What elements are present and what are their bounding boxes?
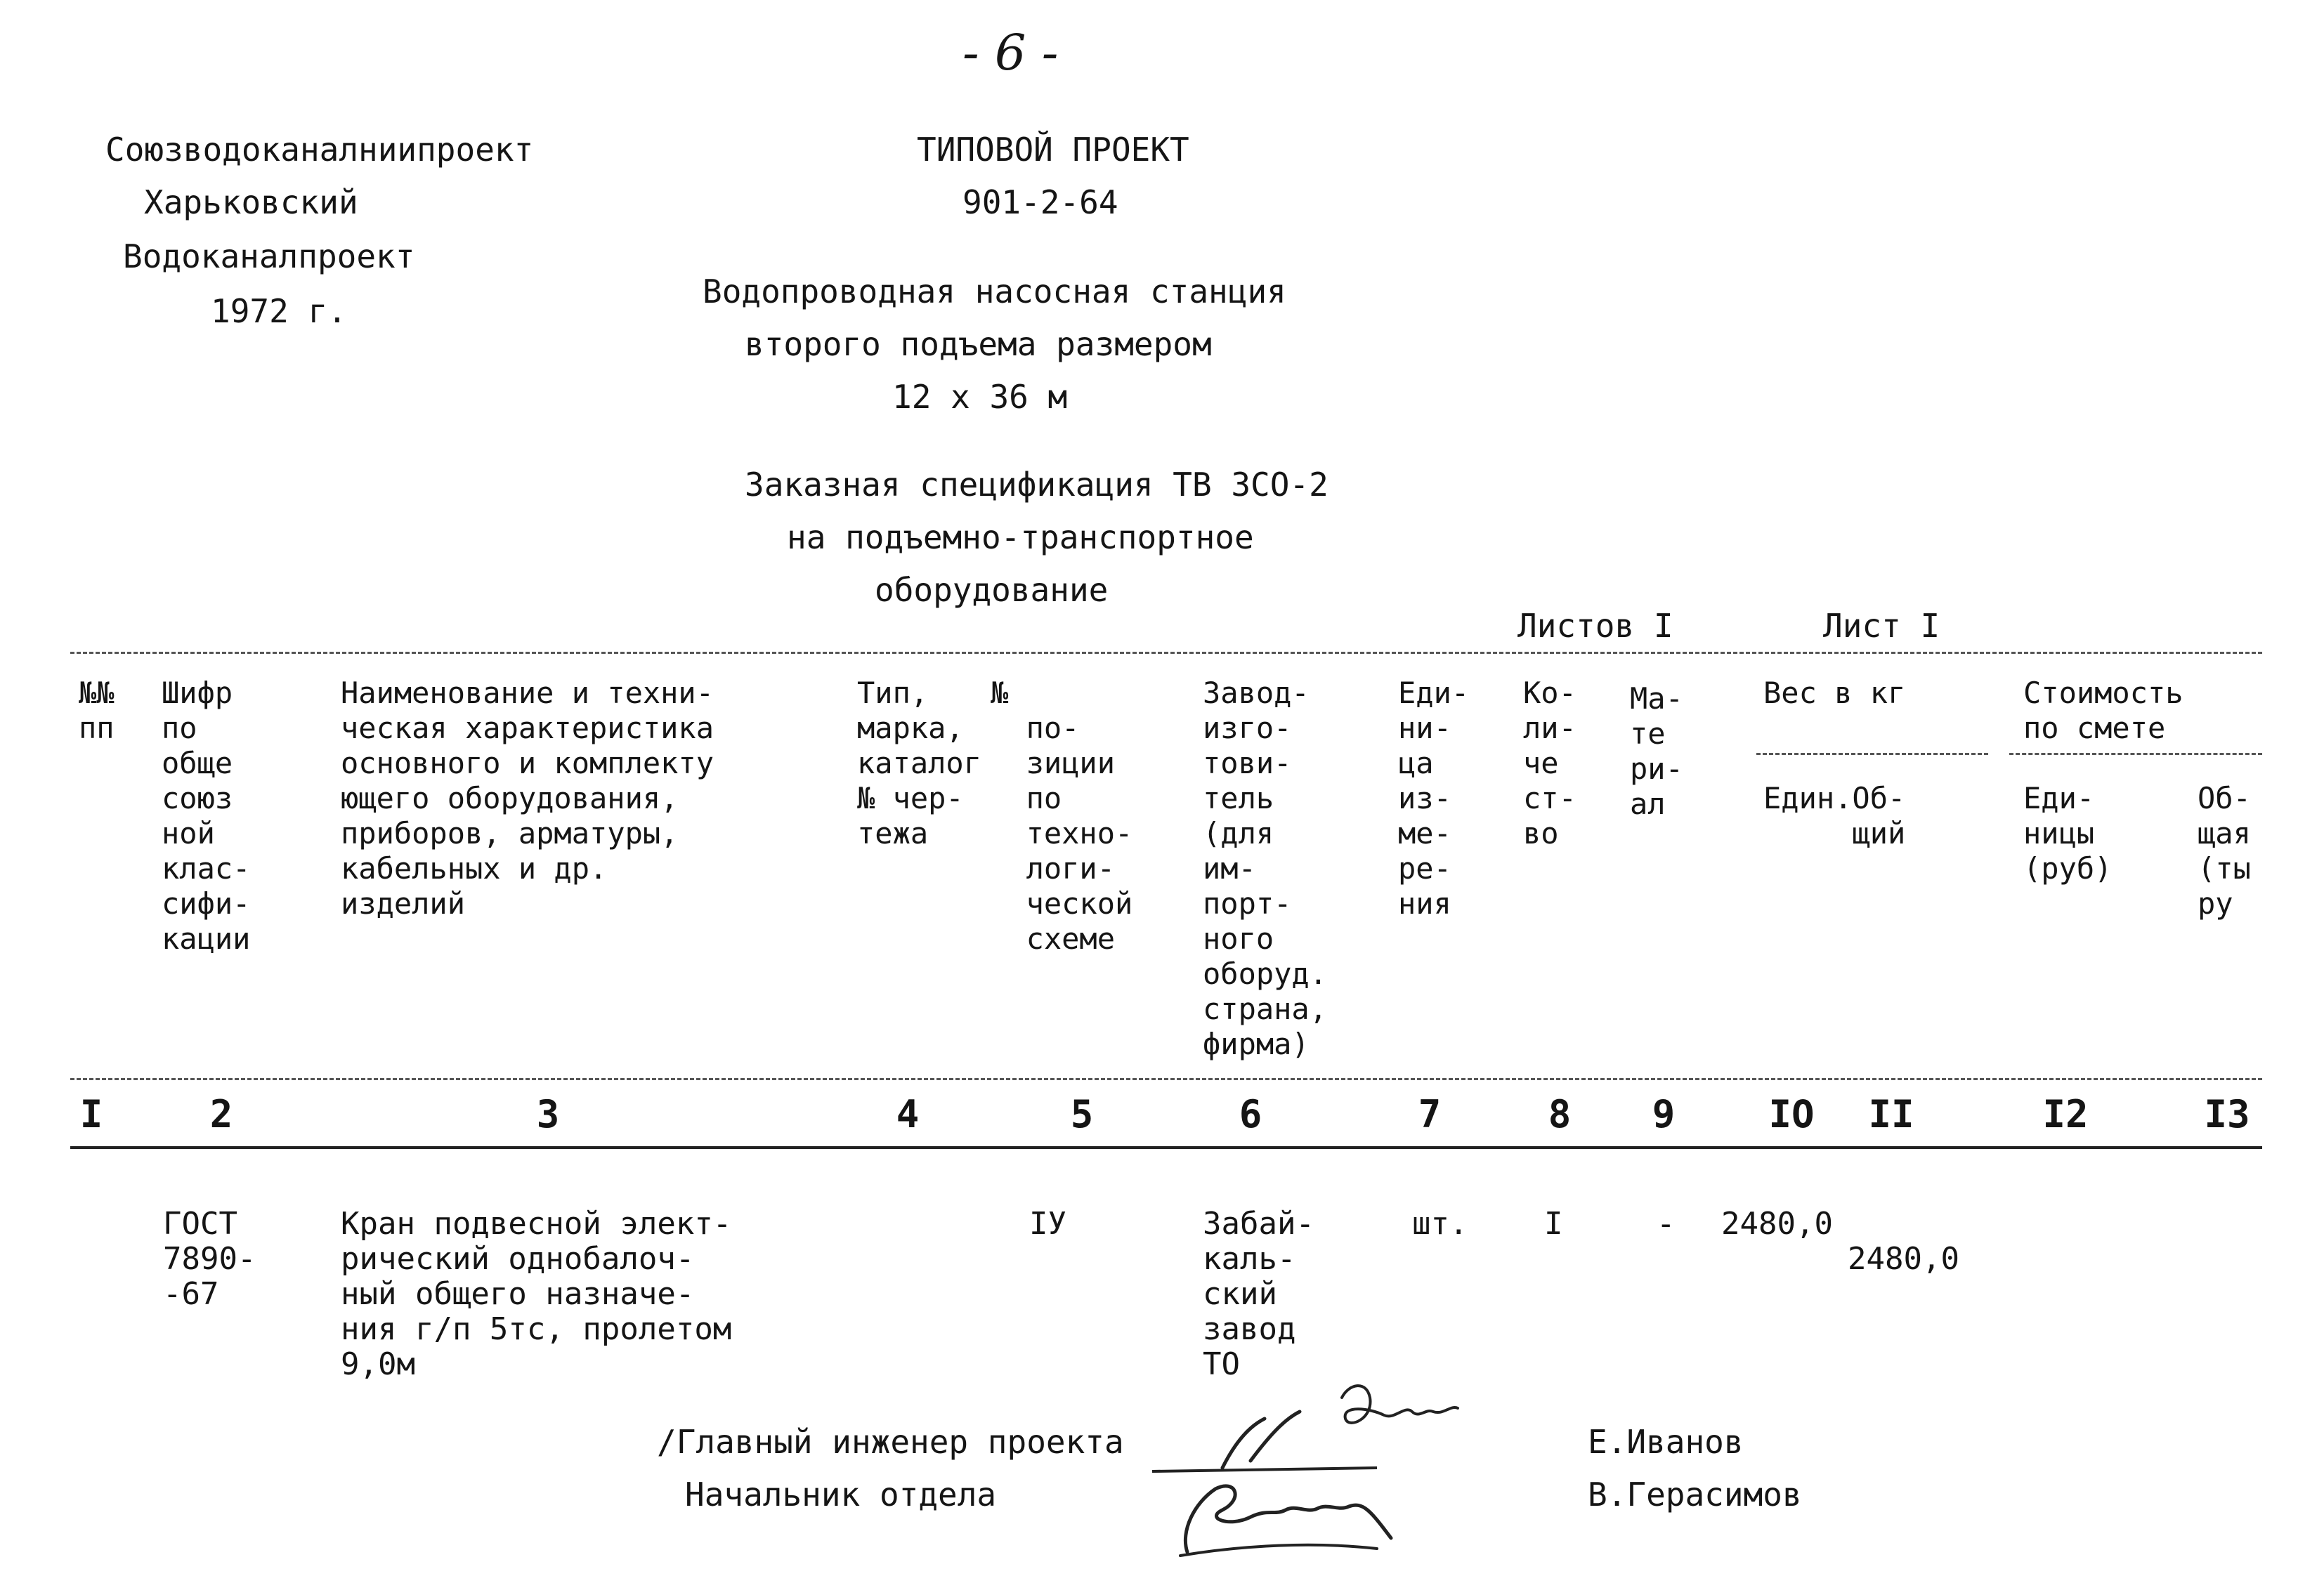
department-head-name: В.Герасимов xyxy=(1588,1476,1802,1513)
project-title-line2: второго подъема размером xyxy=(745,325,1212,363)
header-cost: Стоимость по смете xyxy=(2023,676,2183,745)
department-head-label: Начальник отдела xyxy=(685,1476,997,1513)
spec-title-line1: Заказная спецификация ТВ 3СО-2 xyxy=(745,466,1329,504)
column-number: IO xyxy=(1768,1092,1815,1136)
header-col-12: Еди- ницы (руб) xyxy=(2023,781,2113,886)
column-number: 7 xyxy=(1418,1092,1442,1136)
row-manufacturer: Забай- каль- ский завод ТО xyxy=(1203,1206,1314,1382)
header-col-2: Шифр по обще союз ной клас- сифи- кации xyxy=(162,676,251,956)
column-number: 8 xyxy=(1548,1092,1572,1136)
page-number: - 6 - xyxy=(962,24,1059,81)
project-title-line1: Водопроводная насосная станция xyxy=(703,272,1286,310)
chief-signature-mark xyxy=(1208,1377,1475,1475)
chief-engineer-name: Е.Иванов xyxy=(1588,1423,1744,1461)
header-col-8: Ко- ли- че ст- во xyxy=(1523,676,1576,851)
row-weight-unit: 2480,0 xyxy=(1721,1206,1833,1242)
chief-engineer-label: /Главный инженер проекта xyxy=(657,1423,1124,1461)
cost-sub-rule xyxy=(2009,753,2262,755)
header-col-13: Об- щая (ты ру xyxy=(2198,781,2251,921)
head-signature-mark xyxy=(1138,1461,1405,1559)
column-number: 5 xyxy=(1070,1092,1094,1136)
weight-sub-rule xyxy=(1756,753,1988,755)
header-col-6: Завод- изго- тови- тель (для им- порт- ного оборуд. страна, фирма) xyxy=(1203,676,1328,1061)
header-weight: Вес в кг xyxy=(1763,676,1906,710)
spec-title-line2: на подъемно-транспортное xyxy=(787,518,1254,556)
column-number: 3 xyxy=(536,1092,560,1136)
table-top-rule xyxy=(70,652,2262,654)
column-number: I xyxy=(79,1092,103,1136)
column-number: I3 xyxy=(2204,1092,2250,1136)
column-number: 4 xyxy=(896,1092,920,1136)
header-bottom-rule xyxy=(70,1078,2262,1080)
header-col-7: Еди- ни- ца из- ме- ре- ния xyxy=(1398,676,1470,921)
project-title-line3: 12 х 36 м xyxy=(892,378,1068,416)
header-col-3: Наименование и техни- ческая характеристика основного и комплекту ющего оборудования, приборов, арматуры, кабельных и др. изделий xyxy=(341,676,714,921)
row-position: IУ xyxy=(1029,1206,1066,1242)
row-weight-total: 2480,0 xyxy=(1848,1241,1959,1277)
row-material: - xyxy=(1657,1206,1676,1242)
header-col-9: Ма- те ри- ал xyxy=(1630,681,1683,821)
project-code: 901-2-64 xyxy=(962,183,1118,221)
sheets-total: Листов I xyxy=(1517,607,1673,645)
row-unit: шт. xyxy=(1412,1206,1468,1242)
column-number: I2 xyxy=(2042,1092,2089,1136)
header-col-5: № по- зиции по техно- логи- ческой схеме xyxy=(991,676,1133,956)
sheet-current: Лист I xyxy=(1823,607,1940,645)
header-col-4: Тип, марка, каталог № чер- тежа xyxy=(857,676,982,851)
header-col-10-11: Един.Об- щий xyxy=(1763,781,1906,851)
column-number: 6 xyxy=(1239,1092,1262,1136)
row-code: ГОСТ 7890- -67 xyxy=(163,1206,256,1312)
header-col-1: №№ пп xyxy=(79,676,115,745)
org-name: Союзводоканалниипроект xyxy=(105,131,534,169)
org-division: Водоканалпроект xyxy=(123,237,415,275)
org-city: Харьковский xyxy=(144,183,358,221)
column-number: 9 xyxy=(1652,1092,1676,1136)
spec-title-line3: оборудование xyxy=(875,571,1109,609)
project-label: ТИПОВОЙ ПРОЕКТ xyxy=(917,131,1189,169)
row-quantity: I xyxy=(1544,1206,1563,1242)
org-year: 1972 г. xyxy=(211,292,347,330)
row-name: Кран подвесной элект- рический однобалоч- ный общего назначе- ния г/п 5тс, пролетом 9,0м xyxy=(341,1206,732,1382)
numbers-bottom-rule xyxy=(70,1146,2262,1149)
column-number: 2 xyxy=(209,1092,233,1136)
column-number: II xyxy=(1868,1092,1914,1136)
